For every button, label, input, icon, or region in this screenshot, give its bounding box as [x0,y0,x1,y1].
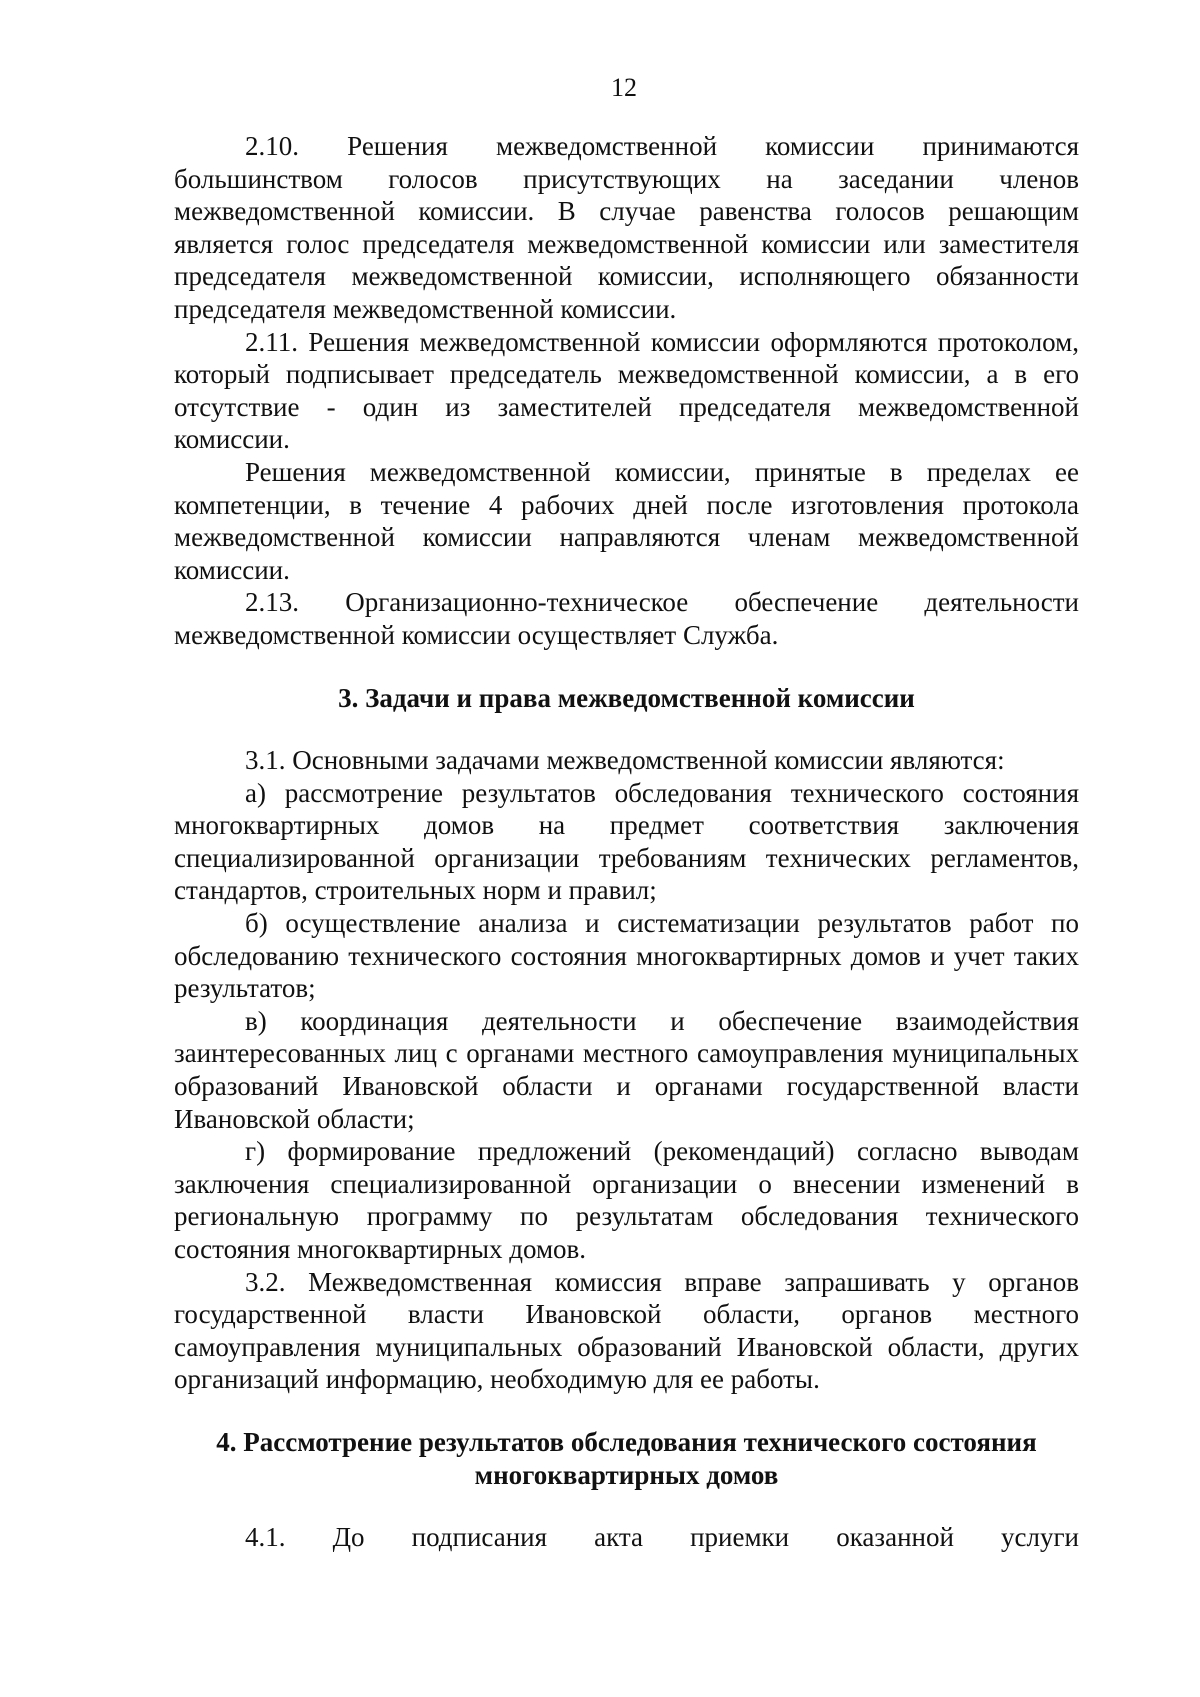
paragraph-4-1: 4.1. До подписания акта приемки оказанной услуги [245,1522,1079,1553]
paragraph-3-1-a: а) рассмотрение результатов обследования технического состояния многоквартирных домов на предмет соответствия заключения специализированной организации требованиям технических регламентов, стандартов, строительных норм и правил; [174,777,1079,906]
section-3-heading: 3. Задачи и права межведомственной комиссии [338,682,915,713]
paragraph-2-10: 2.10. Решения межведомственной комиссии принимаются большинством голосов присутствующих на заседании членов межведомственной комиссии. В случае равенства голосов решающим является голос председателя межведомственной комиссии или заместителя председателя межведомственной комиссии, исполняющего обязанности председателя межведомственной комиссии. [174,131,1079,324]
paragraph-3-2: 3.2. Межведомственная комиссия вправе запрашивать у органов государственной власти Ивановской области, органов местного самоуправления муниципальных образований Ивановской области, других организаций информацию, необходимую для ее работы. [174,1266,1079,1395]
paragraph-3-1-b: б) осуществление анализа и систематизации результатов работ по обследованию технического состояния многоквартирных домов и учет таких результатов; [174,908,1079,1004]
paragraph-2-11: 2.11. Решения межведомственной комиссии оформляются протоколом, который подписывает председатель межведомственной комиссии, а в его отсутствие - один из заместителей председателя межведомственной комиссии. [174,326,1079,455]
page-number: 12 [611,73,637,102]
section-4-heading-line1: 4. Рассмотрение результатов обследования технического состояния [216,1426,1037,1457]
paragraph-2-13: 2.13. Организационно-техническое обеспечение деятельности межведомственной комиссии осуществляет Служба. [174,587,1079,650]
paragraph-3-1-v: в) координация деятельности и обеспечение взаимодействия заинтересованных лиц с органами местного самоуправления муниципальных образований Ивановской области и органами государственной власти Ивановской области; [174,1005,1079,1134]
paragraph-3-1-g: г) формирование предложений (рекомендаций) согласно выводам заключения специализированной организации о внесении изменений в региональную программу по результатам обследования технического состояния многоквартирных домов. [174,1136,1079,1264]
paragraph-3-1: 3.1. Основными задачами межведомственной комиссии являются: [245,745,1005,776]
document-body [174,130,1079,1554]
section-4-heading-line2: многоквартирных домов [474,1459,779,1490]
paragraph-2-12: Решения межведомственной комиссии, принятые в пределах ее компетенции, в течение 4 рабочих дней после изготовления протокола межведомственной комиссии направляются членам межведомственной комиссии. [174,456,1079,585]
